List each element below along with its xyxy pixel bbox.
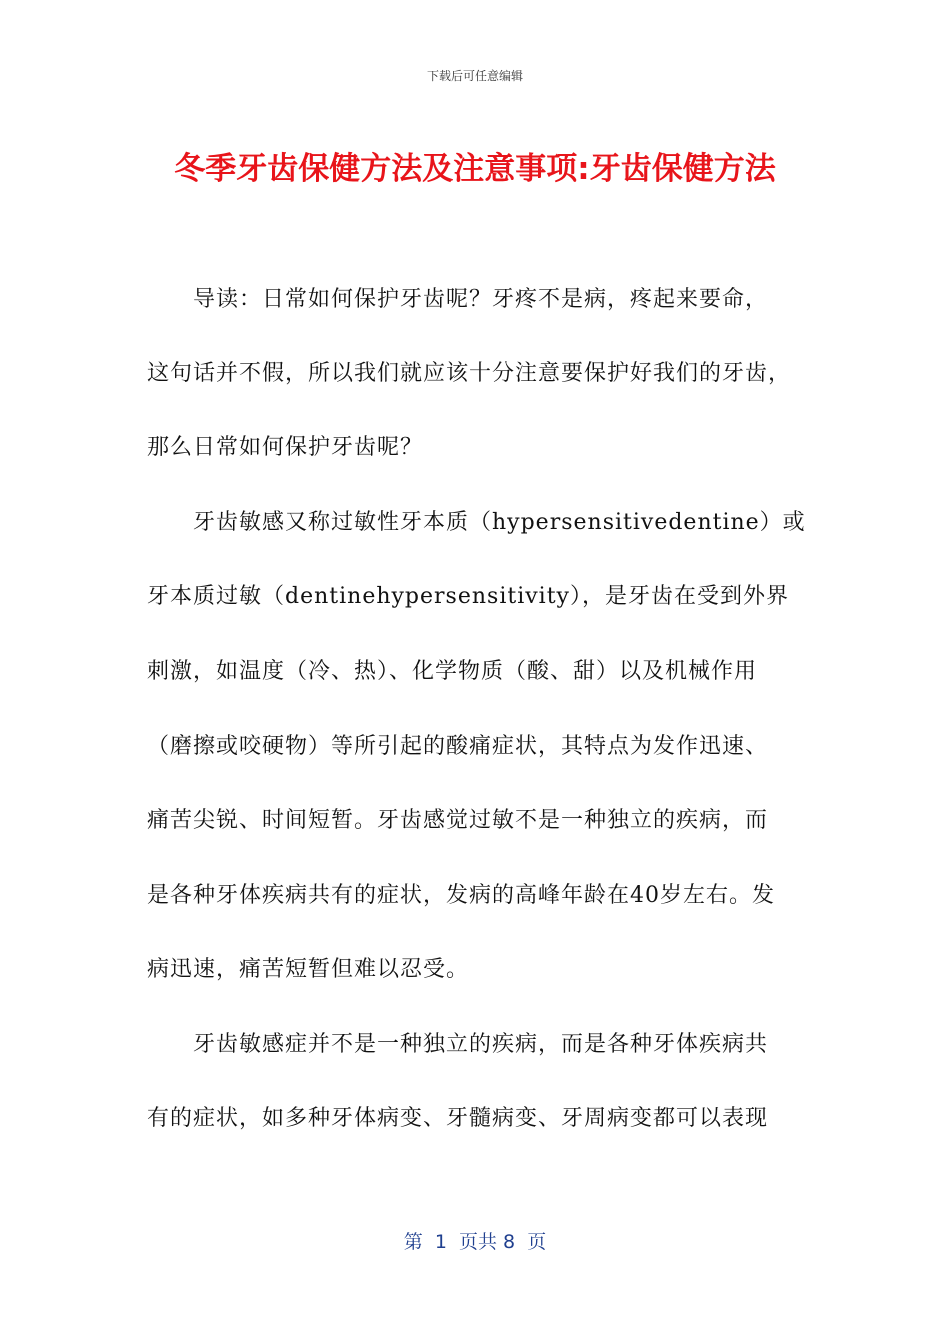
paragraph-2-line-7: 病迅速，痛苦短暂但难以忍受。 xyxy=(147,957,470,982)
header-note: 下载后可任意编辑 xyxy=(426,69,523,83)
paragraph-2-line-6: 是各种牙体疾病共有的症状，发病的高峰年龄在40岁左右。发 xyxy=(147,883,775,908)
paragraph-2-line-2: 牙本质过敏（dentinehypersensitivity），是牙齿在受到外界 xyxy=(147,584,789,609)
paragraph-2-line-1: 牙齿敏感又称过敏性牙本质（hypersensitivedentine）或 xyxy=(193,510,806,535)
paragraph-3-line-2: 有的症状，如多种牙体病变、牙髓病变、牙周病变都可以表现 xyxy=(147,1106,769,1131)
paragraph-2-line-4: （磨擦或咬硬物）等所引起的酸痛症状，其特点为发作迅速、 xyxy=(147,734,769,759)
document-title: 冬季牙齿保健方法及注意事项:牙齿保健方法 xyxy=(174,151,776,187)
paragraph-3-line-1: 牙齿敏感症并不是一种独立的疾病，而是各种牙体疾病共 xyxy=(193,1032,769,1057)
paragraph-1-line-1: 导读：日常如何保护牙齿呢？牙疼不是病，疼起来要命， xyxy=(193,287,769,312)
paragraph-1-line-3: 那么日常如何保护牙齿呢？ xyxy=(147,435,424,460)
paragraph-2-line-5: 痛苦尖锐、时间短暂。牙齿感觉过敏不是一种独立的疾病，而 xyxy=(147,808,769,833)
paragraph-1-line-2: 这句话并不假，所以我们就应该十分注意要保护好我们的牙齿， xyxy=(147,361,792,386)
paragraph-2-line-3: 刺激，如温度（冷、热）、化学物质（酸、甜）以及机械作用 xyxy=(147,659,758,684)
page-number-footer: 第 1 页共 8 页 xyxy=(403,1231,547,1253)
